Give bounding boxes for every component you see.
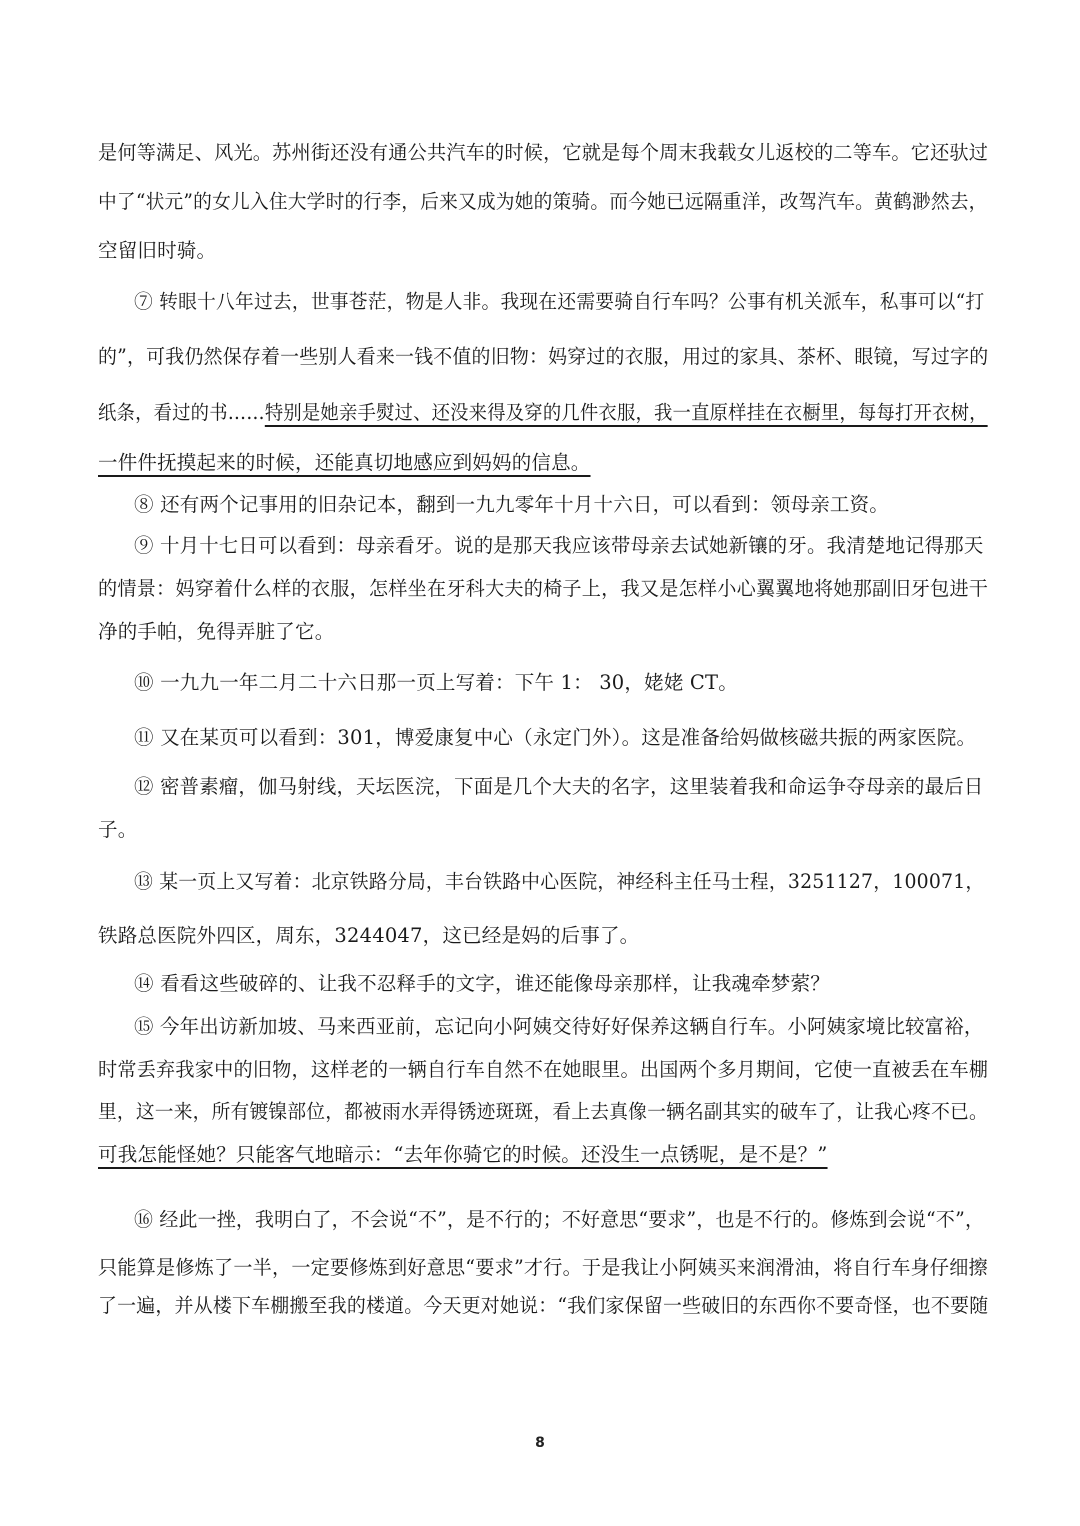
line-06 <box>98 401 988 425</box>
line-22 <box>98 1143 988 1167</box>
underlined-text-run: 可我怎能怪她？只能客气地暗示：“去年你骑它的时候。还没生一点锈呢，是不是？” <box>98 1143 828 1166</box>
line-18 <box>134 972 984 996</box>
line-01 <box>98 141 989 165</box>
line-24 <box>98 1256 988 1280</box>
text-run: ⑬ 某一页上又写着：北京铁路分局，丰台铁路中心医院，神经科主任马士程，3251127，100071， <box>134 870 985 893</box>
text-run: 铁路总医院外四区，周东，3244047，这已经是妈的后事了。 <box>98 924 640 947</box>
line-02 <box>98 190 988 214</box>
text-run: 里，这一来，所有镀镍部位，都被雨水弄得锈迹斑斑，看上去真像一辆名副其实的破车了，让我心疼不已。 <box>98 1100 988 1123</box>
text-run: 了一遍，并从楼下车棚搬至我的楼道。今天更对她说：“我们家保留一些破旧的东西你不要奇怪，也不要随 <box>98 1294 989 1317</box>
text-run: ⑨ 十月十七日可以看到：母亲看牙。说的是那天我应该带母亲去试她新镶的牙。我清楚地记得那天 <box>134 534 984 557</box>
line-08 <box>134 493 984 517</box>
text-run: 子。 <box>98 818 138 841</box>
line-23 <box>134 1208 985 1232</box>
text-run: 只能算是修炼了一半，一定要修炼到好意思“要求”才行。于是我让小阿姨买来润滑油，将自行车身仔细擦 <box>98 1256 988 1279</box>
text-run: 纸条，看过的书…… <box>98 401 265 424</box>
line-19 <box>134 1015 984 1039</box>
text-run: 的”，可我仍然保存着一些别人看来一钱不值的旧物：妈穿过的衣服，用过的家具、茶杯、眼镜，写过字的 <box>98 345 989 368</box>
line-15 <box>98 818 988 842</box>
text-run: ⑩ 一九九一年二月二十六日那一页上写着：下午 1： 30，姥姥 CT。 <box>134 671 738 694</box>
text-run: 中了“状元”的女儿入住大学时的行李，后来又成为她的策骑。而今她已远隔重洋，改驾汽车。黄鹤渺然去， <box>98 190 988 213</box>
line-16 <box>134 870 985 894</box>
line-12 <box>134 671 984 695</box>
text-run: 空留旧时骑。 <box>98 239 217 262</box>
underlined-text-run: 一件件抚摸起来的时候，还能真切地感应到妈妈的信息。 <box>98 451 591 474</box>
text-run: 时常丢弃我家中的旧物，这样老的一辆自行车自然不在她眼里。出国两个多月期间，它使一直被丢在车棚 <box>98 1058 989 1081</box>
text-run: ⑪ 又在某页可以看到：301，博爱康复中心（永定门外）。这是准备给妈做核磁共振的两家医院。 <box>134 726 977 749</box>
text-run: ⑯ 经此一挫，我明白了，不会说“不”，是不行的；不好意思“要求”，也是不行的。修炼到会说“不”， <box>134 1208 985 1231</box>
line-25 <box>98 1294 989 1318</box>
line-11 <box>98 620 988 644</box>
text-run: ⑫ 密普素瘤，伽马射线，天坛医浣，下面是几个大夫的名字，这里装着我和命运争夺母亲的最后日 <box>134 775 984 798</box>
text-run: 的情景：妈穿着什么样的衣服，怎样坐在牙科大夫的椅子上，我又是怎样小心翼翼地将她那副旧牙包进干 <box>98 577 989 600</box>
line-10 <box>98 577 989 601</box>
text-run: 净的手帕，免得弄脏了它。 <box>98 620 335 643</box>
text-run: ⑧ 还有两个记事用的旧杂记本，翻到一九九零年十月十六日，可以看到：领母亲工资。 <box>134 493 889 516</box>
line-21 <box>98 1100 988 1124</box>
text-run: ⑦ 转眼十八年过去，世事苍茫，物是人非。我现在还需要骑自行车吗？公事有机关派车，私事可以“打 <box>134 290 985 313</box>
line-17 <box>98 924 988 948</box>
line-13 <box>134 726 984 750</box>
underlined-text-run: 特别是她亲手熨过、还没来得及穿的几件衣服，我一直原样挂在衣橱里，每每打开衣树， <box>264 401 988 424</box>
line-04 <box>134 290 985 314</box>
line-20 <box>98 1058 989 1082</box>
line-05 <box>98 345 989 369</box>
text-run: ⑮ 今年出访新加坡、马来西亚前，忘记向小阿姨交待好好保养这辆自行车。小阿姨家境比较富裕， <box>134 1015 984 1038</box>
page-number: 8 <box>535 1435 545 1451</box>
line-14 <box>134 775 984 799</box>
line-09 <box>134 534 984 558</box>
line-03 <box>98 239 988 263</box>
text-run: 是何等满足、风光。苏州街还没有通公共汽车的时候，它就是每个周末我载女儿返校的二等车。它还驮过 <box>98 141 989 164</box>
line-07 <box>98 451 988 475</box>
text-run: ⑭ 看看这些破碎的、让我不忍释手的文字，谁还能像母亲那样，让我魂牵梦萦？ <box>134 972 830 995</box>
